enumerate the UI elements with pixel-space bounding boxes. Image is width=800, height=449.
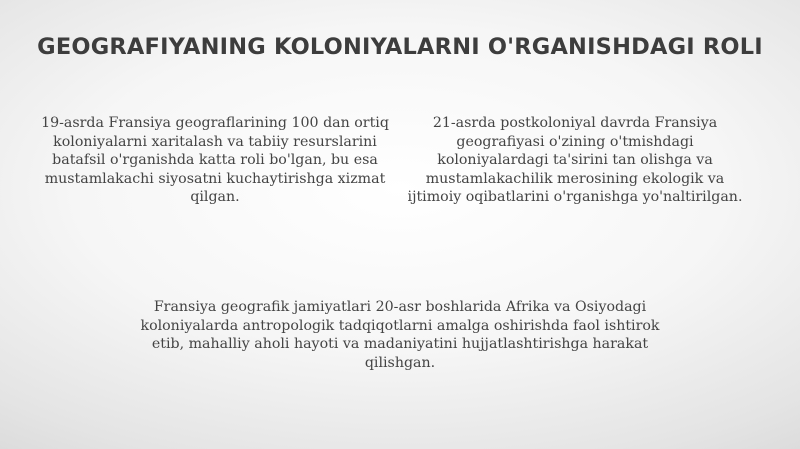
slide-title: GEOGRAFIYANING KOLONIYALARNI O'RGANISHDAGI ROLI [37, 34, 763, 60]
right-paragraph: 21-asrda postkoloniyal davrda Fransiya geografiyasi o'zining o'tmishdagi koloniyalardagi ta'sirini tan olishga va mustamlakachilik merosining ekologik va ijtimoiy oqibatlarini o'rganishga yo'naltirilgan. [407, 115, 743, 206]
left-paragraph: 19-asrda Fransiya geograflarining 100 dan ortiq koloniyalarni xaritalash va tabiiy resurslarini batafsil o'rganishda katta roli bo'lgan, bu esa mustamlakachi siyosatni kuchaytirishga xizmat qilgan. [41, 115, 389, 206]
bottom-paragraph: Fransiya geografik jamiyatlari 20-asr boshlarida Afrika va Osiyodagi koloniyalarda antropologik tadqiqotlarni amalga oshirishda faol ishtirok etib, mahalliy aholi hayoti va madaniyatini hujjatlashtirishga harakat qilishgan. [140, 299, 660, 371]
